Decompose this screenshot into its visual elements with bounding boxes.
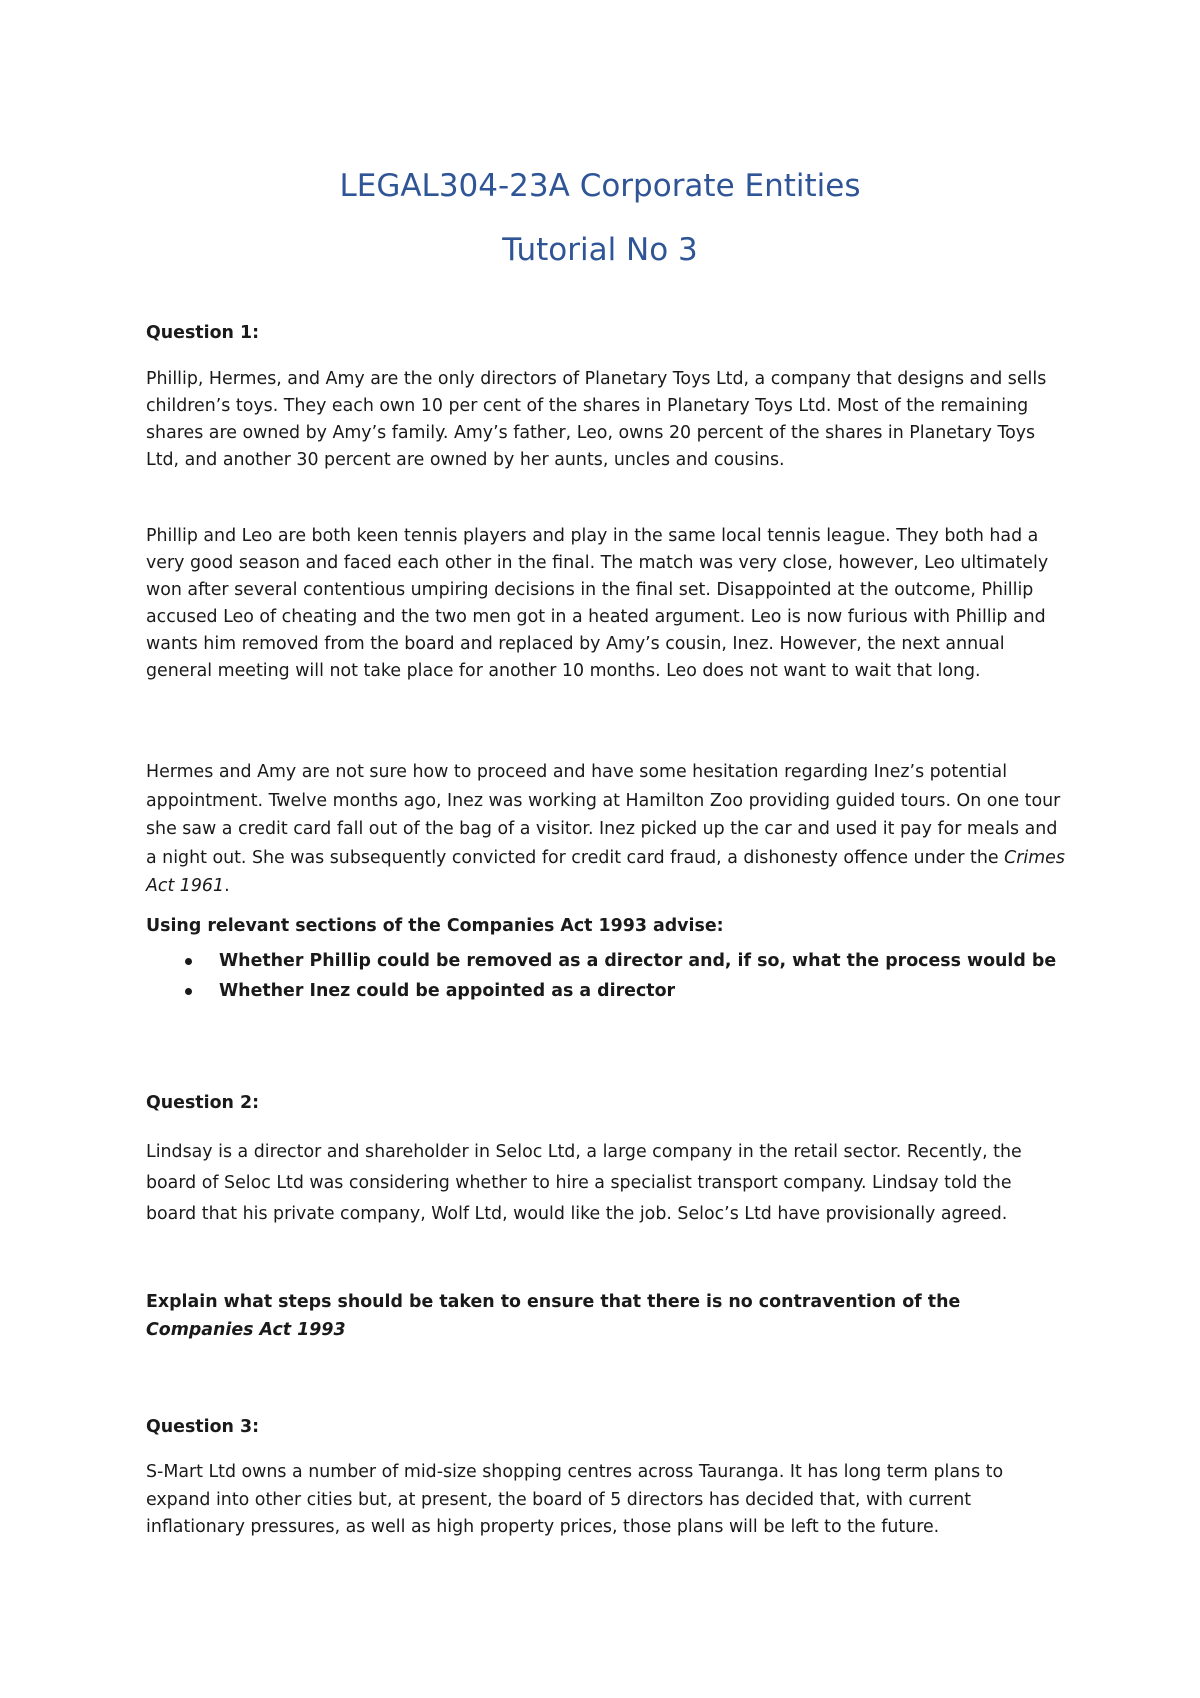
question-3-heading: Question 3: [146, 1417, 260, 1437]
question-1-bullet-list [146, 946, 1056, 1006]
question-3-paragraph-1: S-Mart Ltd owns a number of mid-size shopping centres across Tauranga. It has long term plans to expand into other cities but, at present, the board of 5 directors has decided that, with current inflationary pressures, as well as high property prices, those plans will be left to the future. [146, 1462, 1004, 1537]
question-2-heading: Question 2: [146, 1093, 260, 1113]
question-1-paragraph-1: Phillip, Hermes, and Amy are the only directors of Planetary Toys Ltd, a company that designs and sells children’s toys. They each own 10 per cent of the shares in Planetary Toys Ltd. Most of the remaining shares are owned by Amy’s family. Amy’s father, Leo, owns 20 percent of the shares in Planetary Toys Ltd, and another 30 percent are owned by her aunts, uncles and cousins. [146, 369, 1047, 470]
document-title: LEGAL304-23A Corporate Entities [339, 168, 861, 204]
bullet-item [146, 976, 1056, 1006]
bullet-icon [185, 988, 192, 995]
crimes-act-citation: Crimes Act 1961 [146, 847, 1065, 896]
question-1-instruction: Using relevant sections of the Companies Act 1993 advise: [146, 916, 724, 936]
question-2-paragraph-1: Lindsay is a director and shareholder in Seloc Ltd, a large company in the retail sector. Recently, the board of Seloc Ltd was considering whether to hire a specialist transport company. Lindsay told the board that his private company, Wolf Ltd, would like the job. Seloc’s Ltd have provisionally agreed. [146, 1142, 1022, 1224]
bullet-icon [185, 958, 192, 965]
question-2-instruction-text: Explain what steps should be taken to ensure that there is no contravention of the [146, 1292, 961, 1312]
question-1-paragraph-2: Phillip and Leo are both keen tennis players and play in the same local tennis league. They both had a very good season and faced each other in the final. The match was very close, however, Leo ultimately won after several contentious umpiring decisions in the final set. Disappointed at the outcome, Phillip accused Leo of cheating and the two men got in a heated argument. Leo is now furious with Phillip and wants him removed from the board and replaced by Amy’s cousin, Inez. However, the next annual general meeting will not take place for another 10 months. Leo does not want to wait that long. [146, 526, 1049, 681]
document-subtitle: Tutorial No 3 [502, 232, 698, 268]
bullet-item [146, 946, 1056, 976]
question-1-paragraph-3-text: Hermes and Amy are not sure how to proceed and have some hesitation regarding Inez’s potential appointment. Twelve months ago, Inez was working at Hamilton Zoo providing guided tours. On one tour she saw a credit card fall out of the bag of a visitor. Inez picked up the car and used it pay for meals and a night out. She was subsequently convicted for credit card fraud, a dishonesty offence under the [146, 762, 1061, 868]
bullet-text: Whether Inez could be appointed as a director [219, 981, 676, 1001]
bullet-text: Whether Phillip could be removed as a director and, if so, what the process would be [219, 951, 1057, 971]
question-1-paragraph-3 [146, 758, 1066, 901]
question-1-heading: Question 1: [146, 323, 260, 343]
question-2-instruction [146, 1288, 1066, 1344]
companies-act-citation: Companies Act 1993 [146, 1320, 346, 1340]
question-1-paragraph-3-end: . [224, 876, 230, 896]
